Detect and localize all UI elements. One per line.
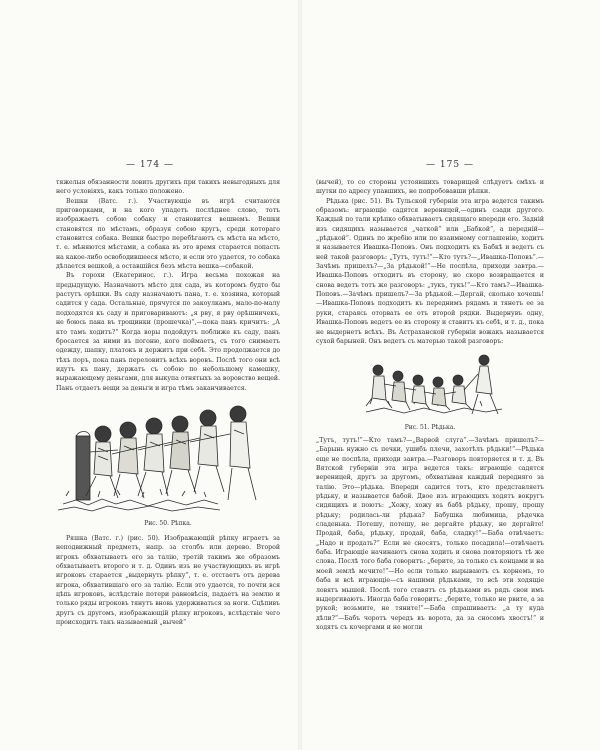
- left-text-block-bottom: [56, 534, 280, 627]
- paragraph: Рѣдька (рис. 51). Въ Тульской губерніи эта игра ведется такимъ образомъ: играющіе садятся вереницей,—одинъ сзади другого. Каждый по тали крѣпко обхватываетъ сидящаго впереди его. Задній изъ сидящихъ называется „чаткой“ или „Бабкой“, а передній—„рѣдькой“. Одинъ по жребію или по взаимному соглашенію, ходитъ и называется Ивашка-Поповъ. Онъ подходитъ къ Бабкѣ и ведетъ съ ней такой разговоръ: „Тутъ, тутъ!“—Кто тутъ?—„Ивашка-Поповъ“.—Зачѣмъ пришелъ?—„За рѣдькой!“—Не поспѣла, приходи завтра.—Ивашка-Поповъ отходитъ въ сторону, но скоро возвращается и снова ведетъ тотъ же разговоръ: „тукъ, тукъ!“—Кто тамъ?—Ивашка-Поповъ.—Зачѣмъ пришелъ?—За рѣдькой.—Дергай, сколько хочешь!—Ивашка-Поповъ подходитъ къ переднимъ рядамъ и тянетъ ее за руки, стараясь оторвать ее отъ второй рядки. Выдернувъ одну, Ивашка-Поповъ ведетъ ее въ сторону и ставитъ къ себѣ, и т. д., пока не выдернетъ всѣхъ. Въ Астраханской губерніи вожакъ называется сухой барыней. Онъ ведетъ съ матерью такой разговоръ:: [316, 197, 544, 345]
- figure-caption-51: Рис. 51. Рѣдька.: [404, 424, 456, 431]
- figure-redka-illustration: [364, 340, 504, 420]
- right-page-number: — 175 —: [426, 160, 474, 170]
- left-text-block-top: [56, 178, 280, 393]
- left-page-number: — 174 —: [126, 160, 174, 170]
- paragraph: Вешки (Ватс. г.). Участвующіе въ игрѣ считаются приговорками, и на кого упадетъ послѣднее слово, тотъ изображаетъ собою собаку и становится вешнемъ. Вешки становятся по мѣстамъ, образуя собою кругъ, среди котораго становится собака. Вешки быстро перебѣгаютъ съ мѣста на мѣсто, т. е. мѣняются мѣстами, а собака въ это время старается попасть на какое-либо освободившееся мѣсто, и если это удается, то собака дѣлается вешкой, а оставшійся безъ мѣста вешка—собакой.: [56, 197, 280, 271]
- paragraph: Ряшка (Ватс. г.) (рис. 50). Изображающій рѣпку играетъ за неподвижный предметъ, напр. за столбъ или дерево. Второй игрокъ обхватываетъ его за талію, третій такимъ же образомъ обхватываетъ второго и т. д. Одинъ изъ не участвующихъ въ игрѣ игроковъ старается „выдернуть рѣпку“, т. е. отстаетъ отъ дерева игрока, обхватившаго его за талію. Если это удается, то почти вся цѣпь игроковъ, вслѣдствіе потери равновѣсія, падаетъ на землю и только ряды игроковъ тянутъ вновь удерживаться за ноги. Сцѣпивъ другъ съ другомъ, изображающій рѣпку игроковъ, вслѣдствіе чего происходитъ такъ называемый „вычей“: [56, 535, 280, 627]
- figure-caption-50: Рис. 50. Рѣпка.: [144, 520, 192, 527]
- right-page: [300, 0, 600, 750]
- paragraph: „Тутъ, тутъ!“—Кто тамъ?—„Варвой слуга“.—Зачѣмъ пришелъ?—„Барынь нужно съ печки, ушибъ плечи, захотѣлъ рѣдьки!“—Рѣдька еще не поспѣла, приходи завтра.—Разговоръ повторяется и т. д. Въ Вятской губерніи эта игра ведется такъ: играющіе садятся вереницей, другъ за другомъ, обхватывая каждый передняго за талію. Это—рѣдька. Впереди садится тотъ, кто представляетъ рѣдьку, и называется бабой. Двое изъ играющихъ ходятъ вокругъ сидящихъ и поютъ: „Хожу, хожу въ бабѣ рѣдьку, прошу, прошу рѣдьку; родилась-ли рѣдька? Бабушка любимица, рѣдечка сладенька. Потешу, потешу, не дергайте рѣдьку, не дергайте! Продай, баба, рѣдьку, продай, баба, сладку!“—Баба отвѣчаетъ: „Надо и продать?“ Если не сносятъ, только посадила!—отвѣчаетъ баба. Играющіе начинаютъ снова ходить и снова повторяютъ тѣ же слова. Послѣ того баба говоритъ: „берите, за только съ концами и на моей землѣ мечите!“—Но если только вырываютъ съ корнемъ, то баба и всѣ играющіе—съ нашими рѣдьками, то всѣ эти ходящіе ловятъ мышей. Послѣ того ставятъ съ рѣдьками въ рядъ свои имъ выдергиваютъ. Иногда баба говоритъ: „берите, только не рвите, а за рукой; возьмите, не тяните!“—Баба спрашиваетъ: „а ту куда дѣли?“—Бабъ чоротъ чередъ въ ворота, да за сносомъ хвостъ!“ и ходятъ съ кочергами и не могли: [316, 437, 544, 631]
- paragraph: тяжелыя обязанности ловить другихъ при такихъ невыгодныхъ для него условіяхъ, какъ только положено.: [56, 179, 280, 196]
- figure-repka-illustration: [58, 396, 278, 514]
- paragraph: (вычей), то со стороны устоявшихъ товарищей слѣдуетъ смѣхъ и шутки по адресу упавшихъ, не попробовавши рѣпки.: [316, 179, 544, 196]
- right-text-block-top: [316, 178, 544, 346]
- paragraph: Въ горохи (Екатеринос. г.). Игра весьма похожая на предыдущую. Назначаютъ мѣсто для сада, въ которомъ будто бы растутъ орѣшки. Въ саду назначаютъ пана, т. е. хозяина, который садится у сада. Остальные, прячутся по закоулкамъ, мало-по-малу подходятся къ саду и приговариваютъ: „я рву, я рву орѣшничекъ, не боюсь пана въ трощинки (прошечка)“,—пока панъ кричитъ: „А кто тамъ ходитъ?“ Когда воры подойдутъ поближе къ саду, панъ бросается за ними въ погоню, кого поймаетъ, съ того снимаетъ одежду, шапку, платокъ и держитъ при себѣ. Это продолжается до тѣхъ поръ, пока панъ переловитъ всѣхъ воровъ. Послѣ того они всѣ идутъ къ пану, держатъ съ собою по небольшому камешку, выражающему деньгами, для выкупа отнятыхъ за воровство вещей. Панъ отдаетъ вещи за деньги и игра тѣмъ заканчивается.: [56, 272, 280, 392]
- right-text-block-bottom: [316, 436, 544, 632]
